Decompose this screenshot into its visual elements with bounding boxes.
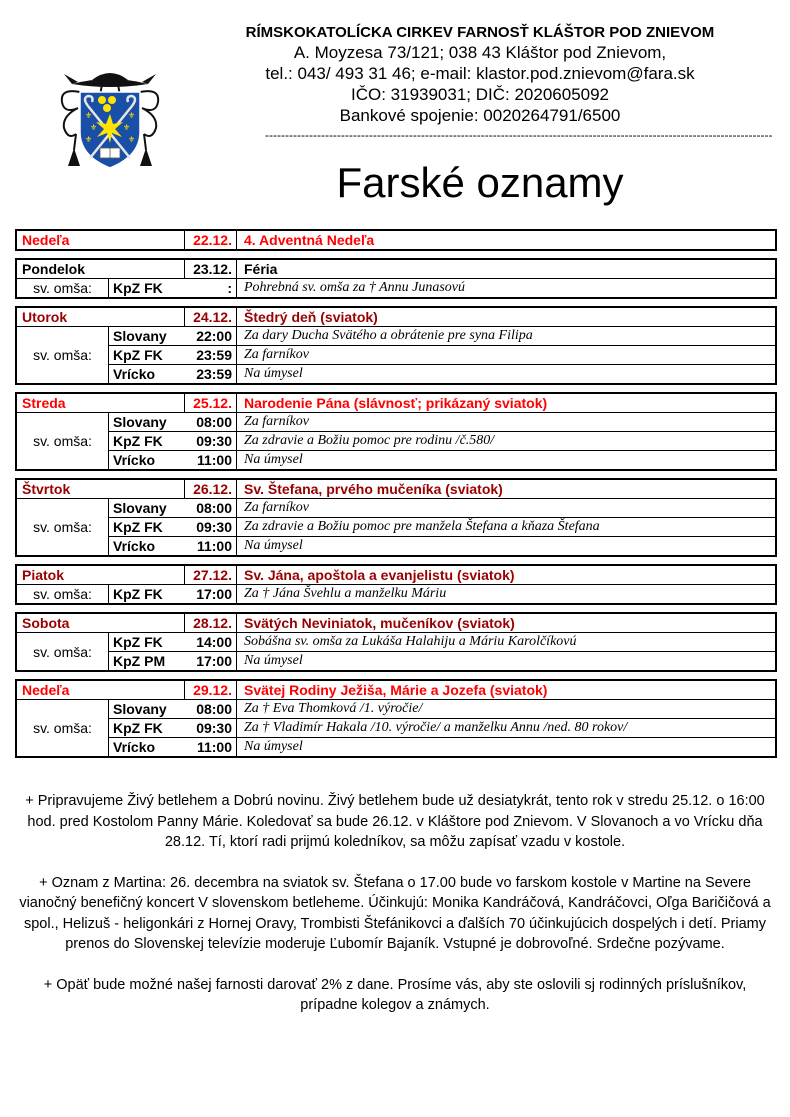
mass-list xyxy=(17,278,775,297)
mass-time: 09:30 xyxy=(185,518,237,536)
day-header-row xyxy=(17,308,775,326)
mass-time: : xyxy=(185,279,237,297)
day-header-row xyxy=(17,614,775,632)
day-date: 29.12. xyxy=(185,681,237,699)
day-header-row xyxy=(17,231,775,249)
mass-time: 17:00 xyxy=(185,652,237,670)
day-header-row xyxy=(17,394,775,412)
coat-of-arms-icon xyxy=(50,62,170,174)
mass-place: KpZ FK xyxy=(113,720,163,736)
mass-row xyxy=(109,364,775,383)
mass-place: KpZ FK xyxy=(113,433,163,449)
mass-list xyxy=(17,584,775,603)
day-name: Štvrtok xyxy=(17,480,185,498)
mass-time: 11:00 xyxy=(185,738,237,756)
svg-text:⚜: ⚜ xyxy=(128,111,136,120)
mass-row xyxy=(109,536,775,555)
day-block xyxy=(15,612,777,672)
contact-info: tel.: 043/ 493 31 46; e-mail: klastor.pod.znievom@fara.sk xyxy=(265,64,695,83)
weekly-schedule xyxy=(15,229,777,765)
mass-intention: Za zdravie a Božiu pomoc pre rodinu /č.580/ xyxy=(244,433,495,448)
announcement: + Oznam z Martina: 26. decembra na sviatok sv. Štefana o 17.00 bude vo farskom kostole v Martine na Severe vianočný benefičný koncert V slovenskom betleheme. Účinkujú: Monika Kandráčová, Kandráčovci, Oľga Baričičová a spol., Helizuš - heligonkári z Hornej Oravy, Trombisti Štefánikovci a ďalších 70 účinkujúcich dospelých i detí. Priamy prenos do Slovenskej televízie moderuje Ľubomír Bajaník. Vstupné je dobrovoľné. Srdečne pozývame. xyxy=(19,874,771,952)
day-block xyxy=(15,564,777,605)
liturgical-feast: Féria xyxy=(244,261,278,277)
liturgical-feast: Sv. Jána, apoštola a evanjelistu (sviatok) xyxy=(244,567,515,583)
separator-line: ------------------------------------------------------------------------------------------------------------------------------- xyxy=(265,128,773,142)
mass-time: 11:00 xyxy=(185,451,237,469)
day-date: 26.12. xyxy=(185,480,237,498)
liturgical-feast: Narodenie Pána (slávnosť; prikázaný sviatok) xyxy=(244,395,548,411)
mass-intention: Na úmysel xyxy=(244,452,303,467)
day-block xyxy=(15,306,777,385)
day-name: Streda xyxy=(17,394,185,412)
mass-label: sv. omša: xyxy=(17,413,109,469)
liturgical-feast: Štedrý deň (sviatok) xyxy=(244,309,378,325)
mass-row xyxy=(109,450,775,469)
mass-list xyxy=(17,632,775,670)
day-block xyxy=(15,258,777,299)
mass-place: Vrícko xyxy=(113,452,156,468)
mass-place: KpZ FK xyxy=(113,280,163,296)
day-name: Pondelok xyxy=(17,260,185,278)
mass-place: Slovany xyxy=(113,500,167,516)
day-date: 25.12. xyxy=(185,394,237,412)
mass-place: KpZ FK xyxy=(113,519,163,535)
mass-row xyxy=(109,700,775,718)
mass-label: sv. omša: xyxy=(17,279,109,297)
day-block xyxy=(15,229,777,251)
mass-time: 09:30 xyxy=(185,719,237,737)
mass-time: 11:00 xyxy=(185,537,237,555)
mass-row xyxy=(109,633,775,651)
parish-header xyxy=(200,24,773,142)
day-block xyxy=(15,392,777,471)
mass-time: 08:00 xyxy=(185,700,237,718)
svg-text:⚜: ⚜ xyxy=(85,135,93,144)
bank-account: Bankové spojenie: 0020264791/6500 xyxy=(339,106,621,125)
svg-text:⚜: ⚜ xyxy=(90,123,98,132)
mass-row xyxy=(109,737,775,756)
mass-intention: Na úmysel xyxy=(244,366,303,381)
address: A. Moyzesa 73/121; 038 43 Kláštor pod Znievom, xyxy=(293,43,667,62)
announcement: + Pripravujeme Živý betlehem a Dobrú novinu. Živý betlehem bude už desiatykrát, tento rok v stredu 25.12. o 16:00 hod. pred Kostolom Panny Márie. Koledovať sa bude 26.12. v Kláštore pod Znievom. V Slovanoch a vo Vrícku dňa 28.12. Tí, ktorí radi prijmú koledníkov, sa môžu zapísať vzadu v kostole. xyxy=(25,793,765,850)
mass-row xyxy=(109,651,775,670)
day-date: 22.12. xyxy=(185,231,237,249)
mass-intention: Za farníkov xyxy=(244,347,309,362)
mass-time: 22:00 xyxy=(185,327,237,345)
parish-coat-of-arms xyxy=(50,62,170,174)
mass-label: sv. omša: xyxy=(17,585,109,603)
mass-label: sv. omša: xyxy=(17,499,109,555)
mass-time: 09:30 xyxy=(185,432,237,450)
liturgical-feast: Svätých Neviniatok, mučeníkov (sviatok) xyxy=(244,615,515,631)
mass-place: Vrícko xyxy=(113,538,156,554)
mass-intention: Za farníkov xyxy=(244,414,309,429)
mass-intention: Za † Vladimír Hakala /10. výročie/ a manželku Annu /ned. 80 rokov/ xyxy=(244,720,628,735)
tax-ids: IČO: 31939031; DIČ: 2020605092 xyxy=(350,85,610,104)
mass-row xyxy=(109,327,775,345)
announcement: + Opäť bude možné našej farnosti darovať 2% z dane. Prosíme vás, aby ste oslovili sj rodinných príslušníkov, prípadne kolegov a známych. xyxy=(43,976,747,1013)
day-header-row xyxy=(17,260,775,278)
mass-row xyxy=(109,585,775,603)
day-name: Nedeľa xyxy=(17,681,185,699)
mass-time: 23:59 xyxy=(185,365,237,383)
day-name: Nedeľa xyxy=(17,231,185,249)
organization-name: RÍMSKOKATOLÍCKA CIRKEV FARNOSŤ KLÁŠTOR POD ZNIEVOM xyxy=(245,24,715,41)
svg-text:⚜: ⚜ xyxy=(123,123,131,132)
mass-row xyxy=(109,517,775,536)
liturgical-feast: Sv. Štefana, prvého mučeníka (sviatok) xyxy=(244,481,503,497)
svg-text:⚜: ⚜ xyxy=(85,111,93,120)
mass-place: Vrícko xyxy=(113,366,156,382)
mass-intention: Za dary Ducha Svätého a obrátenie pre syna Filipa xyxy=(244,328,533,343)
day-date: 24.12. xyxy=(185,308,237,326)
mass-place: KpZ PM xyxy=(113,653,166,669)
mass-label: sv. omša: xyxy=(17,327,109,383)
mass-row xyxy=(109,279,775,297)
liturgical-feast: 4. Adventná Nedeľa xyxy=(244,232,375,248)
announcements xyxy=(14,791,776,1036)
day-date: 28.12. xyxy=(185,614,237,632)
mass-label: sv. omša: xyxy=(17,633,109,670)
mass-place: Slovany xyxy=(113,328,167,344)
mass-list xyxy=(17,498,775,555)
day-block xyxy=(15,679,777,758)
mass-time: 08:00 xyxy=(185,413,237,431)
mass-intention: Na úmysel xyxy=(244,653,303,668)
mass-intention: Na úmysel xyxy=(244,538,303,553)
mass-row xyxy=(109,431,775,450)
day-header-row xyxy=(17,681,775,699)
svg-text:⚜: ⚜ xyxy=(128,135,136,144)
mass-time: 14:00 xyxy=(185,633,237,651)
mass-place: KpZ FK xyxy=(113,586,163,602)
day-name: Utorok xyxy=(17,308,185,326)
mass-time: 08:00 xyxy=(185,499,237,517)
day-header-row xyxy=(17,480,775,498)
day-name: Piatok xyxy=(17,566,185,584)
mass-place: Slovany xyxy=(113,701,167,717)
mass-place: Slovany xyxy=(113,414,167,430)
mass-place: KpZ FK xyxy=(113,347,163,363)
mass-row xyxy=(109,413,775,431)
mass-intention: Sobášna sv. omša za Lukáša Halahiju a Máriu Karolčíkovú xyxy=(244,634,577,649)
mass-list xyxy=(17,699,775,756)
mass-intention: Za † Eva Thomková /1. výročie/ xyxy=(244,701,423,716)
mass-label: sv. omša: xyxy=(17,700,109,756)
mass-time: 17:00 xyxy=(185,585,237,603)
liturgical-feast: Svätej Rodiny Ježiša, Márie a Jozefa (sviatok) xyxy=(244,682,548,698)
mass-row xyxy=(109,345,775,364)
mass-time: 23:59 xyxy=(185,346,237,364)
mass-place: Vrícko xyxy=(113,739,156,755)
mass-row xyxy=(109,718,775,737)
day-date: 27.12. xyxy=(185,566,237,584)
mass-intention: Za zdravie a Božiu pomoc pre manžela Štefana a kňaza Štefana xyxy=(244,519,600,534)
day-name: Sobota xyxy=(17,614,185,632)
mass-place: KpZ FK xyxy=(113,634,163,650)
mass-list xyxy=(17,326,775,383)
mass-intention: Pohrebná sv. omša za † Annu Junasovú xyxy=(244,280,465,295)
mass-intention: Za farníkov xyxy=(244,500,309,515)
mass-intention: Na úmysel xyxy=(244,739,303,754)
day-header-row xyxy=(17,566,775,584)
page-title: Farské oznamy xyxy=(336,159,624,206)
mass-row xyxy=(109,499,775,517)
mass-list xyxy=(17,412,775,469)
day-block xyxy=(15,478,777,557)
mass-intention: Za † Jána Švehlu a manželku Máriu xyxy=(244,586,447,601)
day-date: 23.12. xyxy=(185,260,237,278)
